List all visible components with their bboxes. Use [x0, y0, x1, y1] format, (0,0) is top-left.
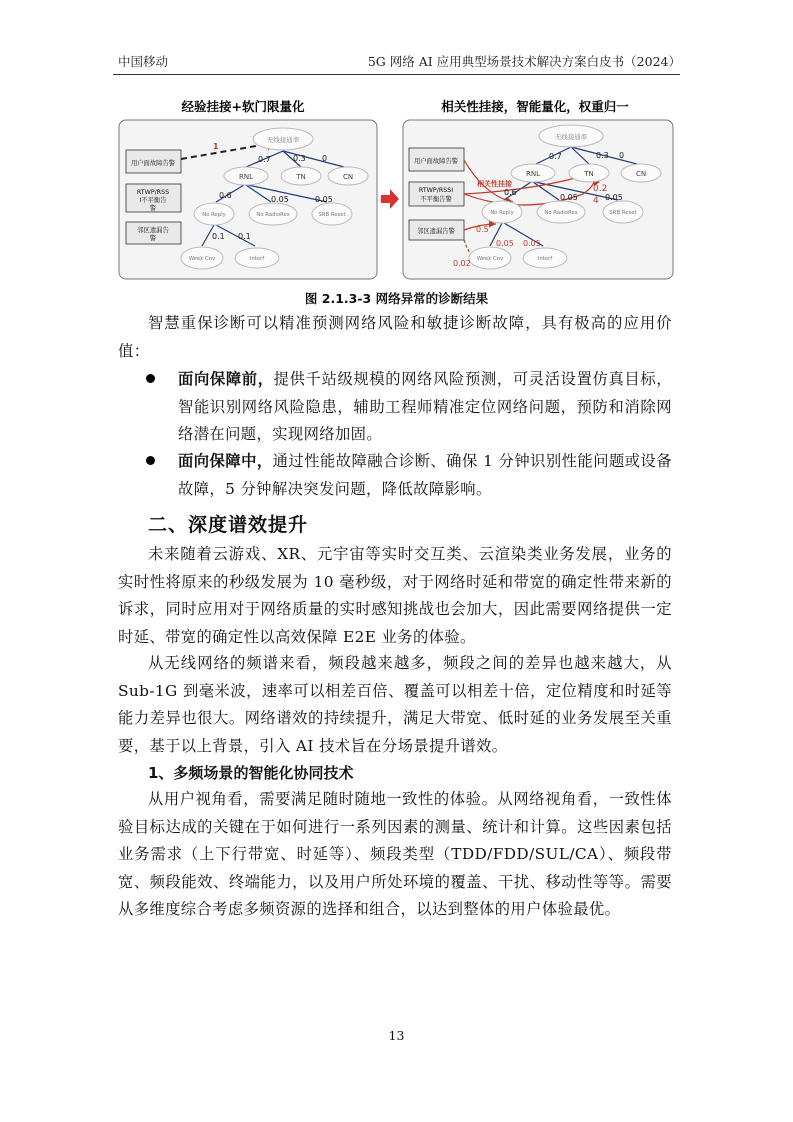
- figure-caption: 图 2.1.3-3 网络异常的诊断结果: [304, 291, 489, 306]
- right-weight-noradio: 0.05: [560, 193, 578, 202]
- header-divider: [113, 74, 680, 75]
- left-weight-weak: 0.1: [212, 232, 225, 241]
- right-alarm-label-1: 用户面故障告警: [413, 158, 459, 165]
- left-node-noradio-label: No RadioRes: [256, 212, 290, 218]
- subsection-title: 1、多频场景的智能化协同技术: [148, 764, 354, 782]
- left-weight-rnl: 0.7: [258, 155, 271, 164]
- right-node-rnl-label: RNL: [526, 170, 540, 178]
- paragraph-user-view: 从用户视角看，需要满足随时随地一致性的体验。从网络视角看，一致性体验目标达成的关键在于如何进行一系列因素的测量、统计和计算。这些因素包括业务需求（上下行带宽、时延等）、频段类型（TDD/FDD/SUL/CA）、频段带宽、频段能效、终端能力，以及用户所处环境的覆盖、干扰、移动性等等。需要从多维度综合考虑多频资源的选择和组合，以达到整体的用户体验最优。: [118, 790, 672, 918]
- left-weight-cn: 0: [322, 154, 328, 163]
- right-weight-srb: 0.05: [605, 193, 623, 202]
- paragraph-realtime: 未来随着云游戏、XR、元宇宙等实时交互类、云渲染类业务发展，业务的实时性将原来的秒级发展为 10 毫秒级，对于网络时延和带宽的确定性带来新的诉求，同时应用对于网络质量的实时感知挑战也会加大，因此需要网络提供一定时延、带宽的确定性以高效保障 E2E 业务的体验。: [118, 545, 672, 646]
- bullet-2-text: 通过性能故障融合诊断、确保 1 分钟识别性能问题或设备故障，5 分钟解决突发问题，降低故障影响。: [178, 452, 672, 498]
- bullet-dot-icon: [146, 374, 155, 383]
- paragraph-intro: 智慧重保诊断可以精准预测网络风险和敏捷诊断故障，具有极高的应用价值：: [118, 314, 672, 360]
- right-weight-cn: 0: [619, 151, 625, 160]
- left-weight-noradio: 0.05: [271, 195, 289, 204]
- left-node-cn-label: CN: [342, 173, 354, 181]
- left-node-noreply-label: No Reply: [202, 212, 226, 218]
- right-weight-red-05: 0.5: [476, 225, 489, 234]
- right-alarm-label-2a: RTWP/RSSI: [418, 187, 454, 194]
- left-alarm-label-2b: I不平衡告: [139, 197, 167, 204]
- right-weight-rnl: 0.7: [549, 152, 562, 161]
- left-panel-title: 经验挂接+软门限量化: [181, 99, 305, 114]
- left-node-tn-label: TN: [296, 173, 306, 181]
- right-node-cn-label: CN: [635, 170, 647, 178]
- left-weight-interf: 0.1: [238, 232, 251, 241]
- left-alarm-label-2c: 警: [149, 205, 157, 212]
- right-node-srb-label: SRB Reset: [609, 210, 637, 216]
- bullet-1-bold: 面向保障前，: [178, 370, 274, 388]
- right-weight-red-02: 0.2: [593, 184, 608, 194]
- panel-transition-arrow: [381, 189, 399, 209]
- left-node-weak-label: Week Cov: [188, 256, 216, 262]
- bullet-item-1: [148, 366, 672, 449]
- left-weight-tn: 0.3: [293, 154, 306, 163]
- right-alarm-label-2b: 不平衡告警: [420, 196, 452, 203]
- left-weight-link: 1: [213, 142, 219, 151]
- right-weight-weak: 0.05: [496, 239, 514, 248]
- left-alarm-label-2a: RTWP/RSS: [136, 189, 170, 196]
- left-weight-noreply: 0.6: [219, 191, 232, 200]
- left-alarm-label-1: 用户面故障告警: [130, 160, 176, 167]
- right-node-root-label: 无线接通率: [554, 133, 588, 141]
- left-node-interf-label: Interf: [249, 256, 265, 262]
- header-right: 5G 网络 AI 应用典型场景技术解决方案白皮书（2024）: [367, 54, 681, 69]
- right-alarm-label-3: 邻区遗漏告警: [417, 228, 455, 235]
- header-left: 中国移动: [118, 54, 169, 69]
- left-weight-srb: 0.05: [315, 195, 333, 204]
- right-weight-red-002: 0.02: [453, 259, 471, 268]
- left-alarm-label-3a: 邻区遗漏告: [137, 227, 169, 234]
- right-panel-title: 相关性挂接，智能量化，权重归一: [441, 99, 629, 114]
- paragraph-spectrum: 从无线网络的频谱来看，频段越来越多，频段之间的差异也越来越大，从 Sub-1G 到毫米波，速率可以相差百倍、覆盖可以相差十倍，定位精度和时延等能力差异也很大。网络谱效的持续提升，满足大带宽、低时延的业务发展至关重要，基于以上背景，引入 AI 技术旨在分场景提升谱效。: [118, 654, 672, 755]
- bullet-2-bold: 面向保障中，: [178, 452, 273, 470]
- right-correlation-label: 相关性挂接: [477, 180, 512, 188]
- right-weight-noreply: 0.6: [504, 188, 517, 197]
- right-node-interf-label: Interf: [537, 256, 553, 262]
- right-weight-red-4: 4: [593, 196, 599, 206]
- left-node-rnl-label: RNL: [239, 173, 253, 181]
- page-number: 13: [388, 1028, 405, 1043]
- bullet-dot-icon: [146, 456, 155, 465]
- right-weight-tn: 0.3: [596, 151, 609, 160]
- left-node-srb-label: SRB Reset: [318, 212, 346, 218]
- right-node-noreply-label: No Reply: [490, 210, 514, 216]
- left-alarm-label-3b: 警: [149, 235, 157, 242]
- bullet-1-text: 提供千站级规模的网络风险预测，可灵活设置仿真目标，智能识别网络风险隐患，辅助工程师精准定位网络问题，预防和消除网络潜在问题，实现网络加固。: [178, 370, 672, 443]
- section-title: 二、深度谱效提升: [148, 514, 309, 536]
- right-node-tn-label: TN: [584, 170, 594, 178]
- left-node-root-label: 无线接通率: [266, 136, 300, 144]
- right-node-noradio-label: No RadioRes: [544, 210, 578, 216]
- diagnosis-figure: [113, 98, 680, 283]
- right-weight-interf: 0.05: [523, 239, 541, 248]
- right-node-weak-label: Week Cov: [476, 256, 504, 262]
- bullet-item-2: [148, 448, 672, 503]
